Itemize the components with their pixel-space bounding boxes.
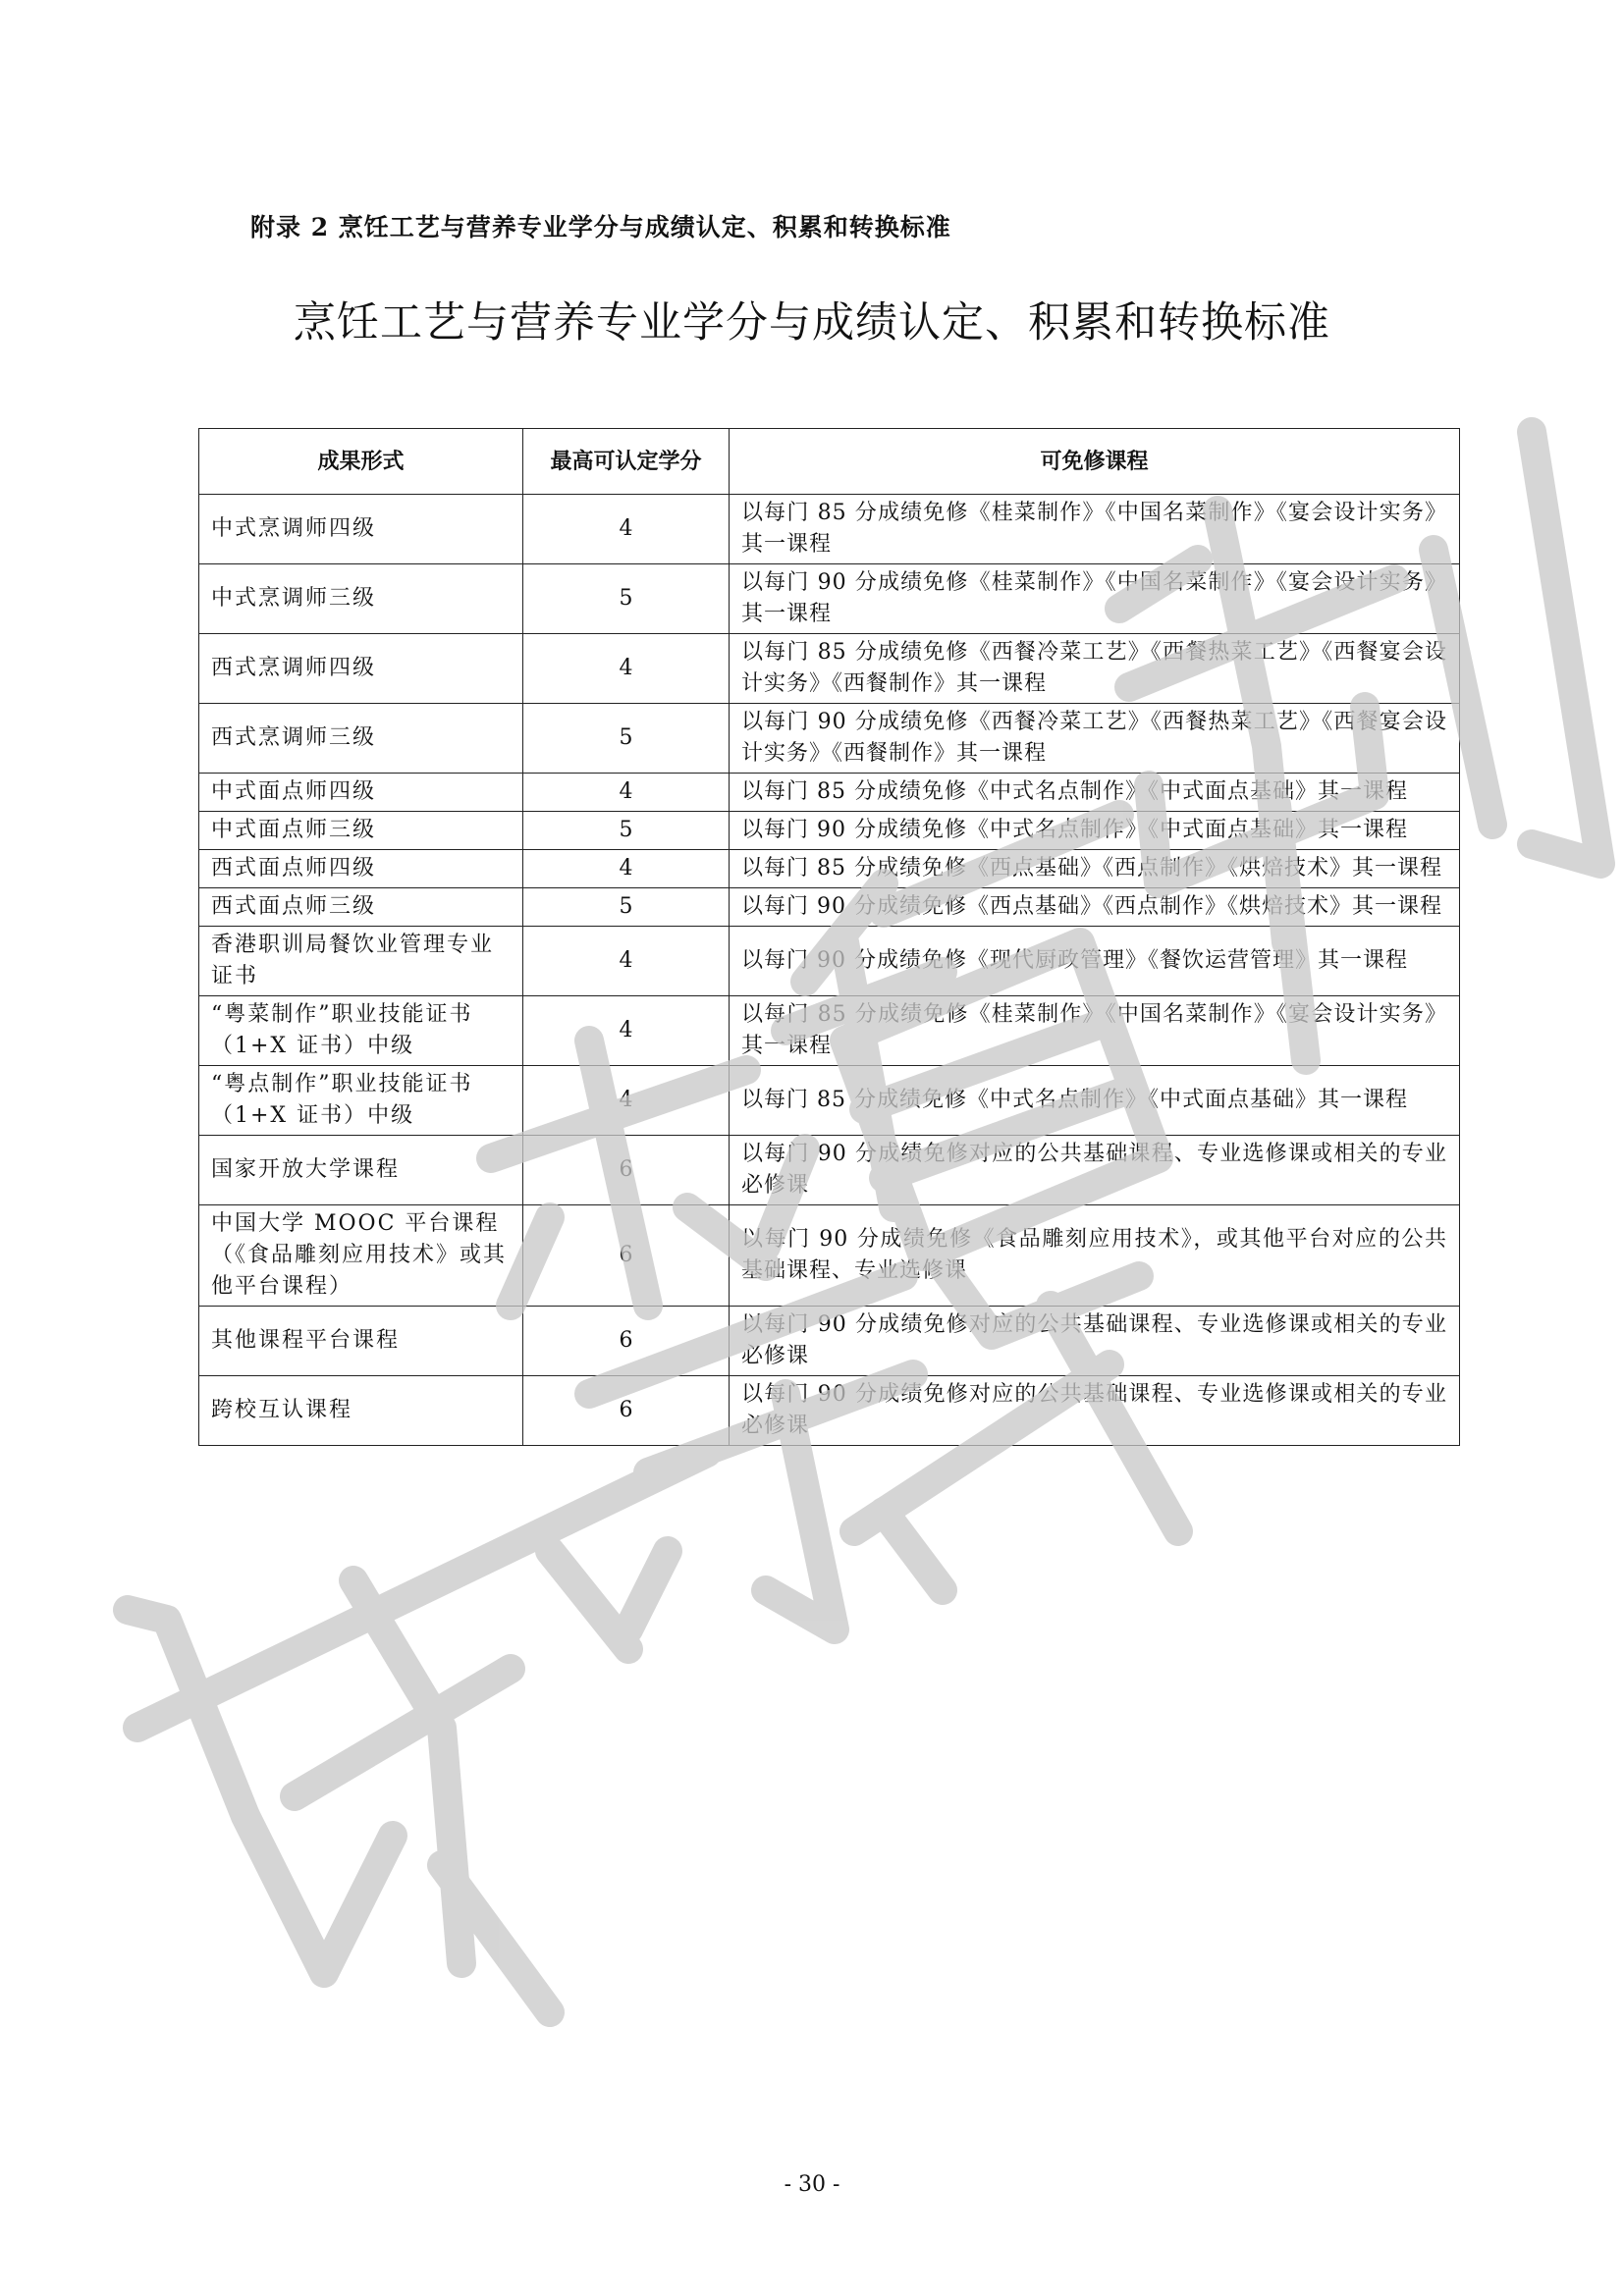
- cell-exempt-courses: 以每门 85 分成绩免修《西餐冷菜工艺》《西餐热菜工艺》《西餐宴会设计实务》《西餐制作》其一课程: [730, 634, 1460, 704]
- cell-max-credit: 6: [523, 1376, 730, 1446]
- cell-achievement-form: “粤菜制作”职业技能证书（1+X 证书）中级: [199, 996, 523, 1066]
- cell-achievement-form: 西式烹调师三级: [199, 704, 523, 774]
- cell-exempt-courses: 以每门 90 分成绩免修对应的公共基础课程、专业选修课或相关的专业必修课: [730, 1136, 1460, 1205]
- header-form: 成果形式: [199, 429, 523, 495]
- cell-achievement-form: “粤点制作”职业技能证书（1+X 证书）中级: [199, 1066, 523, 1136]
- cell-exempt-courses: 以每门 85 分成绩免修《西点基础》《西点制作》《烘焙技术》其一课程: [730, 850, 1460, 888]
- cell-max-credit: 4: [523, 996, 730, 1066]
- cell-achievement-form: 西式烹调师四级: [199, 634, 523, 704]
- cell-max-credit: 5: [523, 564, 730, 634]
- table-row: [199, 1376, 1460, 1446]
- cell-max-credit: 5: [523, 704, 730, 774]
- cell-achievement-form: 香港职训局餐饮业管理专业证书: [199, 927, 523, 996]
- cell-achievement-form: 跨校互认课程: [199, 1376, 523, 1446]
- cell-max-credit: 5: [523, 888, 730, 927]
- table-row: [199, 564, 1460, 634]
- cell-exempt-courses: 以每门 90 分成绩免修《西餐冷菜工艺》《西餐热菜工艺》《西餐宴会设计实务》《西餐制作》其一课程: [730, 704, 1460, 774]
- cell-exempt-courses: 以每门 90 分成绩免修对应的公共基础课程、专业选修课或相关的专业必修课: [730, 1307, 1460, 1376]
- cell-achievement-form: 国家开放大学课程: [199, 1136, 523, 1205]
- cell-achievement-form: 中式烹调师四级: [199, 495, 523, 564]
- cell-exempt-courses: 以每门 85 分成绩免修《中式名点制作》《中式面点基础》其一课程: [730, 774, 1460, 812]
- table-row: [199, 1136, 1460, 1205]
- table-row: [199, 1066, 1460, 1136]
- table-row: [199, 888, 1460, 927]
- credit-conversion-table: [198, 428, 1460, 1446]
- cell-max-credit: 4: [523, 850, 730, 888]
- cell-max-credit: 6: [523, 1205, 730, 1307]
- cell-exempt-courses: 以每门 90 分成绩免修《现代厨政管理》《餐饮运营管理》其一课程: [730, 927, 1460, 996]
- header-courses: 可免修课程: [730, 429, 1460, 495]
- table-row: [199, 774, 1460, 812]
- cell-max-credit: 4: [523, 927, 730, 996]
- table-row: [199, 1307, 1460, 1376]
- table-row: [199, 704, 1460, 774]
- table-row: [199, 850, 1460, 888]
- table-row: [199, 634, 1460, 704]
- cell-achievement-form: 中式烹调师三级: [199, 564, 523, 634]
- cell-exempt-courses: 以每门 85 分成绩免修《桂菜制作》《中国名菜制作》《宴会设计实务》其一课程: [730, 495, 1460, 564]
- table-body: [199, 495, 1460, 1446]
- cell-max-credit: 4: [523, 495, 730, 564]
- table-row: [199, 927, 1460, 996]
- cell-exempt-courses: 以每门 85 分成绩免修《桂菜制作》《中国名菜制作》《宴会设计实务》其一课程: [730, 996, 1460, 1066]
- table-row: [199, 996, 1460, 1066]
- cell-max-credit: 4: [523, 774, 730, 812]
- cell-achievement-form: 中国大学 MOOC 平台课程（《食品雕刻应用技术》或其他平台课程）: [199, 1205, 523, 1307]
- header-credit: 最高可认定学分: [523, 429, 730, 495]
- cell-max-credit: 6: [523, 1136, 730, 1205]
- cell-achievement-form: 西式面点师四级: [199, 850, 523, 888]
- cell-max-credit: 4: [523, 1066, 730, 1136]
- table-header-row: [199, 429, 1460, 495]
- cell-exempt-courses: 以每门 90 分成绩免修对应的公共基础课程、专业选修课或相关的专业必修课: [730, 1376, 1460, 1446]
- appendix-label: 附录 2 烹饪工艺与营养专业学分与成绩认定、积累和转换标准: [250, 213, 951, 241]
- cell-max-credit: 6: [523, 1307, 730, 1376]
- cell-achievement-form: 中式面点师三级: [199, 812, 523, 850]
- cell-achievement-form: 中式面点师四级: [199, 774, 523, 812]
- page-number: - 30 -: [784, 2172, 840, 2197]
- cell-exempt-courses: 以每门 90 分成绩免修《食品雕刻应用技术》，或其他平台对应的公共基础课程、专业选修课: [730, 1205, 1460, 1307]
- cell-achievement-form: 西式面点师三级: [199, 888, 523, 927]
- cell-max-credit: 5: [523, 812, 730, 850]
- table-row: [199, 812, 1460, 850]
- cell-exempt-courses: 以每门 90 分成绩免修《西点基础》《西点制作》《烘焙技术》其一课程: [730, 888, 1460, 927]
- cell-exempt-courses: 以每门 90 分成绩免修《中式名点制作》《中式面点基础》其一课程: [730, 812, 1460, 850]
- cell-exempt-courses: 以每门 85 分成绩免修《中式名点制作》《中式面点基础》其一课程: [730, 1066, 1460, 1136]
- table-row: [199, 495, 1460, 564]
- cell-max-credit: 4: [523, 634, 730, 704]
- cell-achievement-form: 其他课程平台课程: [199, 1307, 523, 1376]
- page-title: 烹饪工艺与营养专业学分与成绩认定、积累和转换标准: [294, 298, 1330, 347]
- cell-exempt-courses: 以每门 90 分成绩免修《桂菜制作》《中国名菜制作》《宴会设计实务》其一课程: [730, 564, 1460, 634]
- table-row: [199, 1205, 1460, 1307]
